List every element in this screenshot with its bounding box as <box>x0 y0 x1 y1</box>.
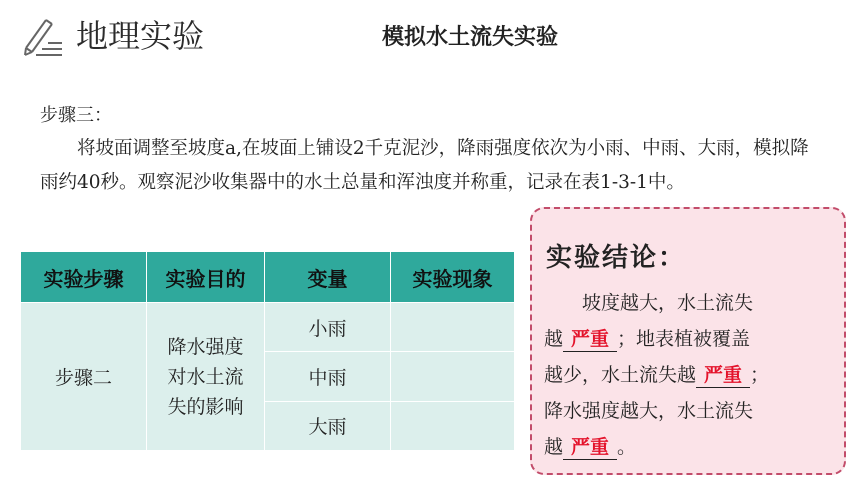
conclusion-line: 越 严重 。 <box>544 436 637 458</box>
purpose-cell <box>147 303 265 451</box>
procedure-text: 将坡面调整至坡度a,在坡面上铺设2千克泥沙，降雨强度依次为小雨、中雨、大雨，模拟降雨约40秒。观察泥沙收集器中的水土总量和浑浊度并称重，记录在表1-3-1中。 <box>40 138 809 193</box>
experiment-table <box>20 251 515 451</box>
table-header-row <box>21 252 515 303</box>
purpose-line: 失的影响 <box>167 395 244 418</box>
conclusion-heading: 实验结论： <box>546 243 687 273</box>
purpose-line: 对水土流 <box>167 365 244 388</box>
variable-cell-heavy-rain: 大雨 <box>265 401 391 450</box>
step-label: 步骤三： <box>40 105 112 126</box>
phenomenon-cell <box>391 352 515 401</box>
conclusion-box <box>530 207 846 475</box>
header-cell-purpose: 实验目的 <box>147 252 265 303</box>
header-cell-phenomenon: 实验现象 <box>391 252 515 303</box>
variable-cell-light-rain: 小雨 <box>265 303 391 352</box>
conclusion-line: 越少，水土流失越 严重 ； <box>544 364 770 386</box>
pencil-notes-icon <box>20 14 64 58</box>
table-row <box>21 303 515 352</box>
experiment-title: 模拟水土流失实验 <box>382 25 559 50</box>
variable-cell-moderate-rain: 中雨 <box>265 352 391 401</box>
answer-blank: 严重 <box>563 327 617 352</box>
phenomenon-cell <box>391 401 515 450</box>
conclusion-body <box>544 285 840 465</box>
answer-blank: 严重 <box>563 435 617 460</box>
phenomenon-cell <box>391 303 515 352</box>
conclusion-line: 越 严重 ；地表植被覆盖 <box>544 328 751 350</box>
header-cell-variable: 变量 <box>265 252 391 303</box>
conclusion-line: 降水强度越大，水土流失 <box>544 400 754 422</box>
purpose-line: 降水强度 <box>167 335 244 358</box>
conclusion-line: 坡度越大，水土流失 <box>582 292 754 314</box>
step-cell: 步骤二 <box>21 303 147 451</box>
answer-blank: 严重 <box>696 363 750 388</box>
header-cell-step: 实验步骤 <box>21 252 147 303</box>
section-title: 地理实验 <box>76 17 205 55</box>
